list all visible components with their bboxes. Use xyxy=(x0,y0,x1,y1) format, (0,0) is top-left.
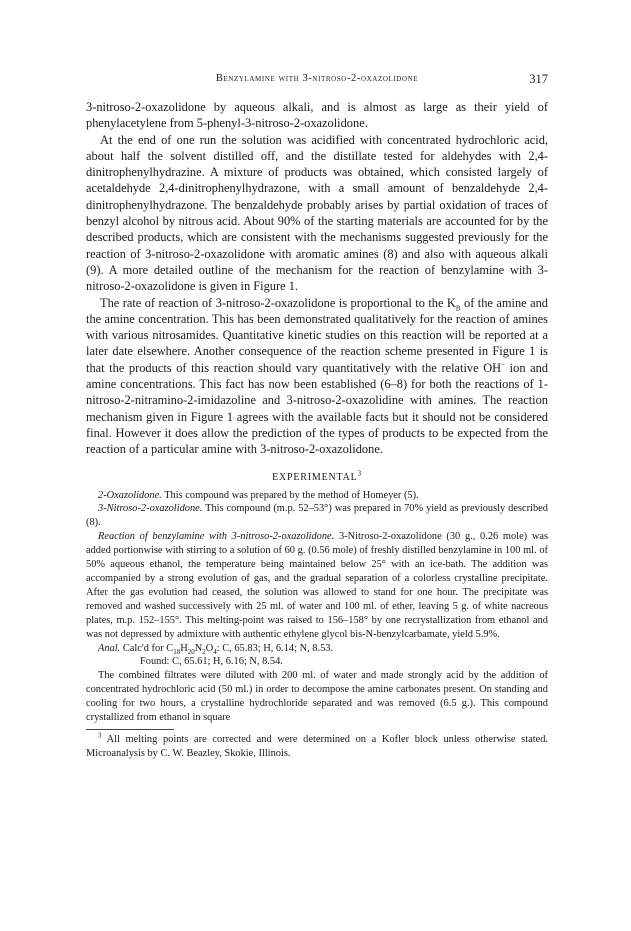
footnote-divider xyxy=(86,729,174,730)
experimental-title: EXPERIMENTAL xyxy=(272,471,358,483)
page-number: 317 xyxy=(529,72,548,86)
rate-text-c: ion and amine concentrations. This fact has now been established (6–8) for both the reactions of 1-nitroso-2-nitramino-2-imidazoline and 3-nitroso-2-oxazolidine with amines. The reaction mechanism given in Figure 1 agrees with the available facts but it should not be considered final. However it does allow the prediction of the types of products to be expected from the reaction of a particular amine with 3-nitroso-2-oxazolidone. xyxy=(86,360,549,457)
analysis-found: Found: C, 65.61; H, 6.16; N, 8.54. xyxy=(140,656,283,668)
analysis-calculated-values: : C, 65.83; H, 6.14; N, 8.53. xyxy=(216,642,334,654)
body-text xyxy=(86,99,548,761)
header-title: Benzylamine with 3-nitroso-2-oxazolidone xyxy=(215,73,419,84)
experimental-footnote-mark: 3 xyxy=(357,469,362,478)
paragraph-reaction-rate xyxy=(86,295,548,458)
hydroxide-superscript: − xyxy=(501,360,506,369)
formula-text-o: O xyxy=(205,642,214,654)
formula-text-n: N xyxy=(194,642,203,654)
paragraph-aldehyde-test: At the end of one run the solution was acidified with concentrated hydrochloric acid, about half the solvent distilled off, and the distillate tested for aldehydes with 2,4-dinitrophenylhydrazine. A mixture of products was obtained, which consisted largely of acetaldehyde 2,4-dinitrophenylhydrazone, with a small amount of benzaldehyde 2,4-dinitrophenylhydrazone. The benzaldehyde probably arises by partial oxidation of traces of benzyl alcohol by nitrous acid. About 90% of the starting materials are accounted for by the described products, which are consistent with the mechanisms suggested previously for the reaction of 3-nitroso-2-oxazolidone with aromatic amines (8) and also with aqueous alkali (9). A more detailed outline of the mechanism for the reaction of benzylamine with 3-nitroso-2-oxazolidone is given in Figure 1. xyxy=(86,132,548,294)
paragraph-continuation: 3-nitroso-2-oxazolidone by aqueous alkali, and is almost as large as their yield of phenylacetylene from 5-phenyl-3-nitroso-2-oxazolidone. xyxy=(86,100,548,131)
nitroso-oxazolidone-title: 3-Nitroso-2-oxazolidone. xyxy=(98,503,203,515)
formula-subscript: 4 xyxy=(213,647,217,656)
experimental-benzylamine-reaction xyxy=(86,530,548,641)
analysis-label: Anal. xyxy=(98,642,121,654)
experimental-nitroso-oxazolidone xyxy=(86,502,548,530)
formula-subscript: 18 xyxy=(173,647,181,656)
experimental-heading xyxy=(86,469,548,483)
experimental-oxazolidone xyxy=(86,489,548,503)
footnote-text: All melting points are corrected and were determined on a Kofler block unless otherwise stated. Microanalysis by C. W. Beazley, Skokie, Illinois. xyxy=(86,733,548,759)
running-header xyxy=(86,73,548,91)
rate-text-a: The rate of reaction of 3-nitroso-2-oxazolidone is proportional to the K xyxy=(100,295,456,310)
benzylamine-reaction-text: 3-Nitroso-2-oxazolidone (30 g., 0.26 mole) was added portionwise with stirring to a solution of 60 g. (0.56 mole) of freshly distilled benzylamine in 100 ml. of 50% aqueous ethanol, the temperature being maintained below 25° with an ice-bath. The addition was accompanied by a strong evolution of gas, and the gradual separation of a colorless crystalline precipitate. After the gas evolution had ceased, the solution was allowed to stand for one hour. The precipitate was removed and washed successively with 25 ml. of water and 100 ml. of ether, leaving 5 g. of white nacreous plates, m.p. 152–155°. This melting-point was raised to 156–158° by one recrystallization from ethanol and was not depressed by admixture with authentic ethylene glycol bis-N-benzylcarbamate, yield 5.9%. xyxy=(86,531,548,640)
oxazolidone-text: This compound was prepared by the method of Homeyer (5). xyxy=(161,489,419,501)
benzylamine-reaction-title: Reaction of benzylamine with 3-nitroso-2-oxazolidone. xyxy=(98,531,335,543)
analysis-calculated xyxy=(86,642,548,656)
formula-text-h: H xyxy=(180,642,188,654)
oxazolidone-title: 2-Oxazolidone. xyxy=(98,489,162,501)
formula-text-c: Calc'd for C xyxy=(120,642,174,654)
kb-subscript: B xyxy=(455,304,461,313)
formula-subscript: 2 xyxy=(202,647,206,656)
formula-subscript: 20 xyxy=(187,647,195,656)
experimental-filtrates: The combined filtrates were diluted with 200 ml. of water and made strongly acid by the addition of concentrated hydrochloric acid (50 ml.) in order to decompose the amine carbonates present. On standing and cooling for two hours, a crystalline hydrochloride separated and was removed (6.5 g.). This compound crystallized from ethanol in square xyxy=(86,670,548,724)
nitroso-oxazolidone-text: This compound (m.p. 52–53°) was prepared in 70% yield as previously described (8). xyxy=(86,503,548,529)
footnote-mark: 3 xyxy=(98,731,102,740)
footnote xyxy=(86,733,548,761)
rate-text-b: of the amine and the amine concentration. This has been demonstrated qualitatively for the reaction of amines with various nitrosamides. Quantitative kinetic studies on this reaction will be reported at a later date elsewhere. Another consequence of the reaction scheme presented in Figure 1 is that the products of this reaction should vary quantitatively with the relative OH xyxy=(86,295,548,375)
